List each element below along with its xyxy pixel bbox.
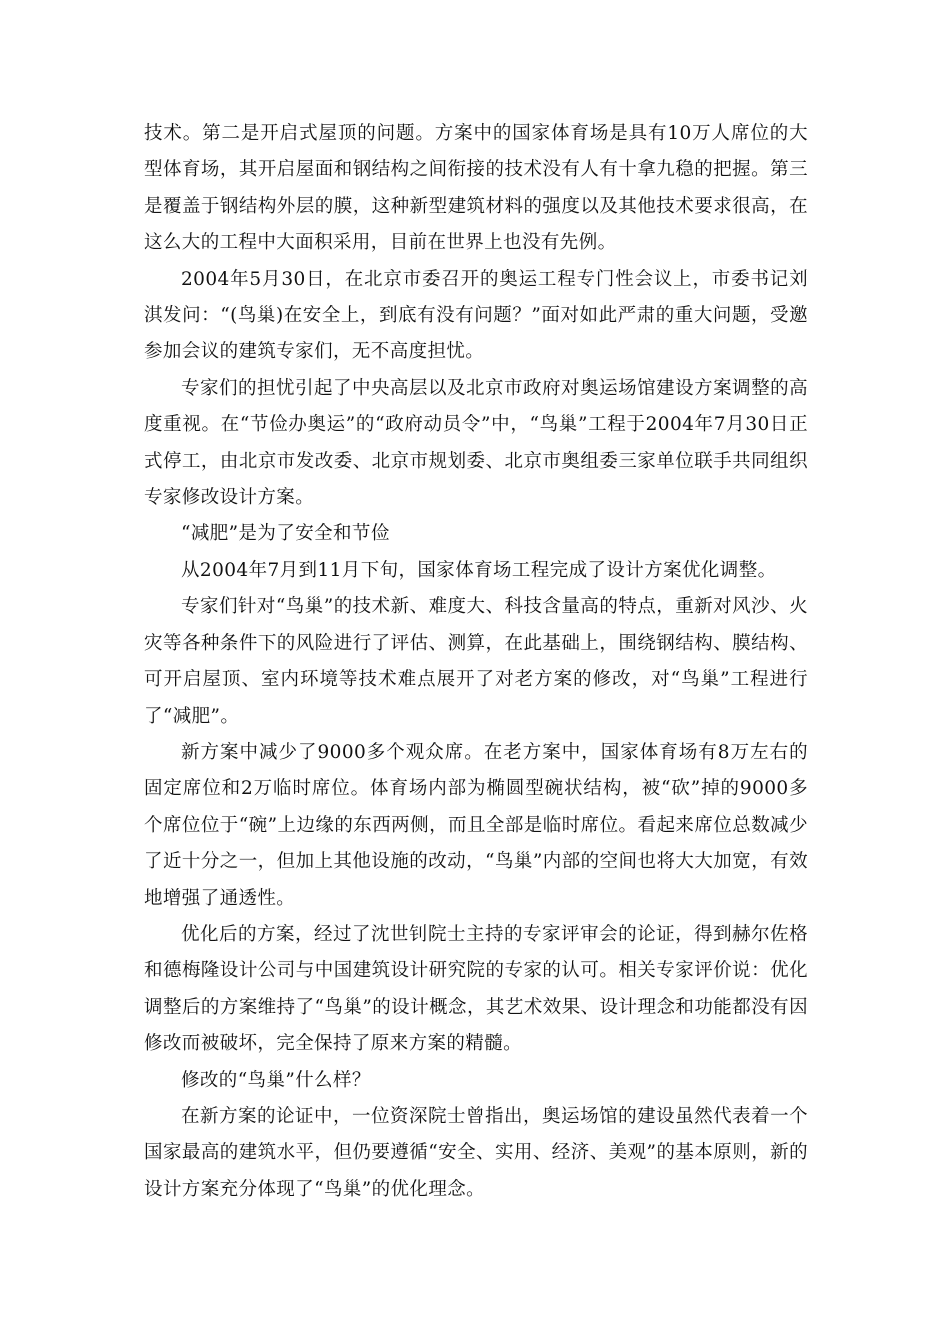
paragraph-1: 技术。第二是开启式屋顶的问题。方案中的国家体育场是具有10万人席位的大型体育场，其开启屋面和钢结构之间衔接的技术没有人有十拿九稳的把握。第三是覆盖于钢结构外层的膜，这种新型建筑材料的强度以及其他技术要求很高，在这么大的工程中大面积采用，目前在世界上也没有先例。 (144, 123, 808, 254)
document-body (144, 116, 808, 1208)
section-heading-modified: 修改的“鸟巢”什么样？ (181, 1069, 371, 1091)
paragraph-3: 专家们的担忧引起了中央高层以及北京市政府对奥运场馆建设方案调整的高度重视。在“节俭办奥运”的“政府动员令”中，“鸟巢”工程于2004年7月30日正式停工，由北京市发改委、北京市规划委、北京市奥组委三家单位联手共同组织专家修改设计方案。 (144, 377, 809, 509)
paragraph-6: 专家们针对“鸟巢”的技术新、难度大、科技含量高的特点，重新对风沙、火灾等各种条件下的风险进行了评估、测算，在此基础上，围绕钢结构、膜结构、可开启屋顶、室内环境等技术难点展开了对老方案的修改，对“鸟巢”工程进行了“减肥”。 (144, 596, 808, 727)
paragraph-10: 在新方案的论证中，一位资深院士曾指出，奥运场馆的建设虽然代表着一个国家最高的建筑水平，但仍要遵循“安全、实用、经济、美观”的基本原则，新的设计方案充分体现了“鸟巢”的优化理念。 (144, 1105, 808, 1200)
paragraph-5: 从2004年7月到11月下旬，国家体育场工程完成了设计方案优化调整。 (181, 559, 777, 581)
paragraph-2: 2004年5月30日，在北京市委召开的奥运工程专门性会议上，市委书记刘淇发问：“(鸟巢)在安全上，到底有没有问题？”面对如此严肃的重大问题，受邀参加会议的建筑专家们，无不高度担忧。 (144, 268, 808, 363)
section-heading-slimming: “减肥”是为了安全和节俭 (181, 523, 390, 545)
paragraph-7: 新方案中减少了9000多个观众席。在老方案中，国家体育场有8万左右的固定席位和2万临时席位。体育场内部为椭圆型碗状结构，被“砍”掉的9000多个席位位于“碗”上边缘的东西两侧，而且全部是临时席位。看起来席位总数减少了近十分之一，但加上其他设施的改动，“鸟巢”内部的空间也将大大加宽，有效地增强了通透性。 (144, 741, 808, 909)
paragraph-8: 优化后的方案，经过了沈世钊院士主持的专家评审会的论证，得到赫尔佐格和德梅隆设计公司与中国建筑设计研究院的专家的认可。相关专家评价说：优化调整后的方案维持了“鸟巢”的设计概念，其艺术效果、设计理念和功能都没有因修改而被破坏，完全保持了原来方案的精髓。 (144, 923, 808, 1055)
